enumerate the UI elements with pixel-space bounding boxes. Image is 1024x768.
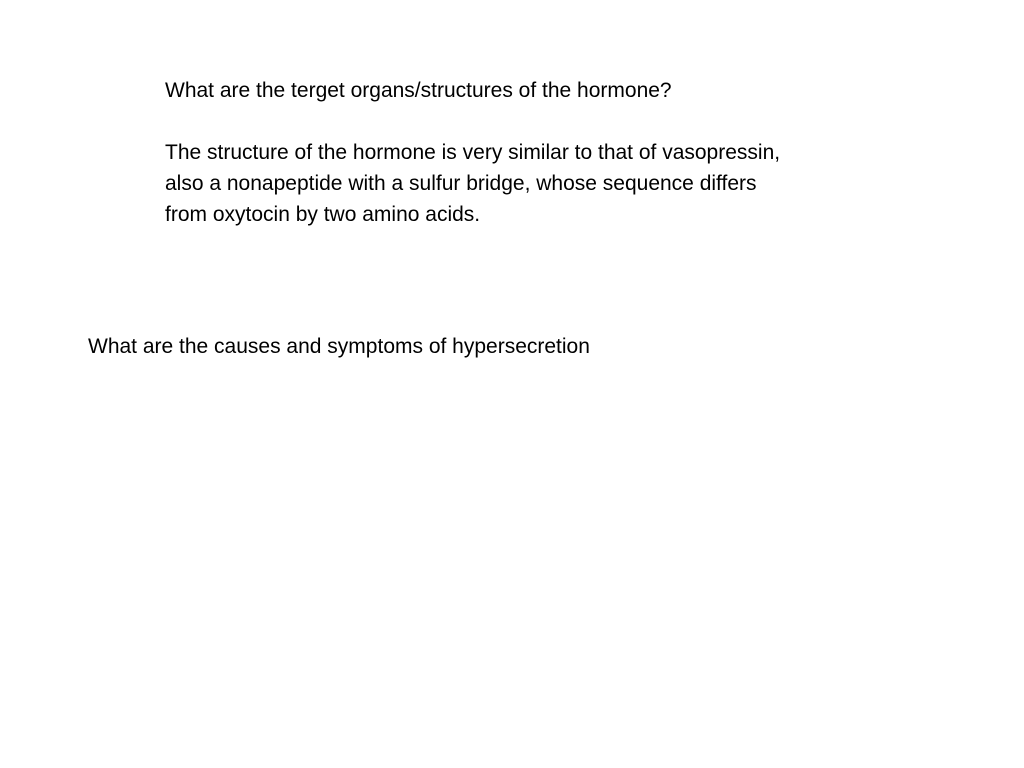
text-block [165, 75, 885, 230]
answer-line: also a nonapeptide with a sulfur bridge, whose sequence differs [165, 172, 757, 195]
spacer [165, 106, 885, 137]
hypersecretion-question: What are the causes and symptoms of hypersecretion [88, 335, 590, 358]
target-organs-question: What are the terget organs/structures of the hormone? [165, 79, 672, 102]
answer-line: The structure of the hormone is very similar to that of vasopressin, [165, 141, 781, 164]
answer-line: from oxytocin by two amino acids. [165, 203, 481, 226]
